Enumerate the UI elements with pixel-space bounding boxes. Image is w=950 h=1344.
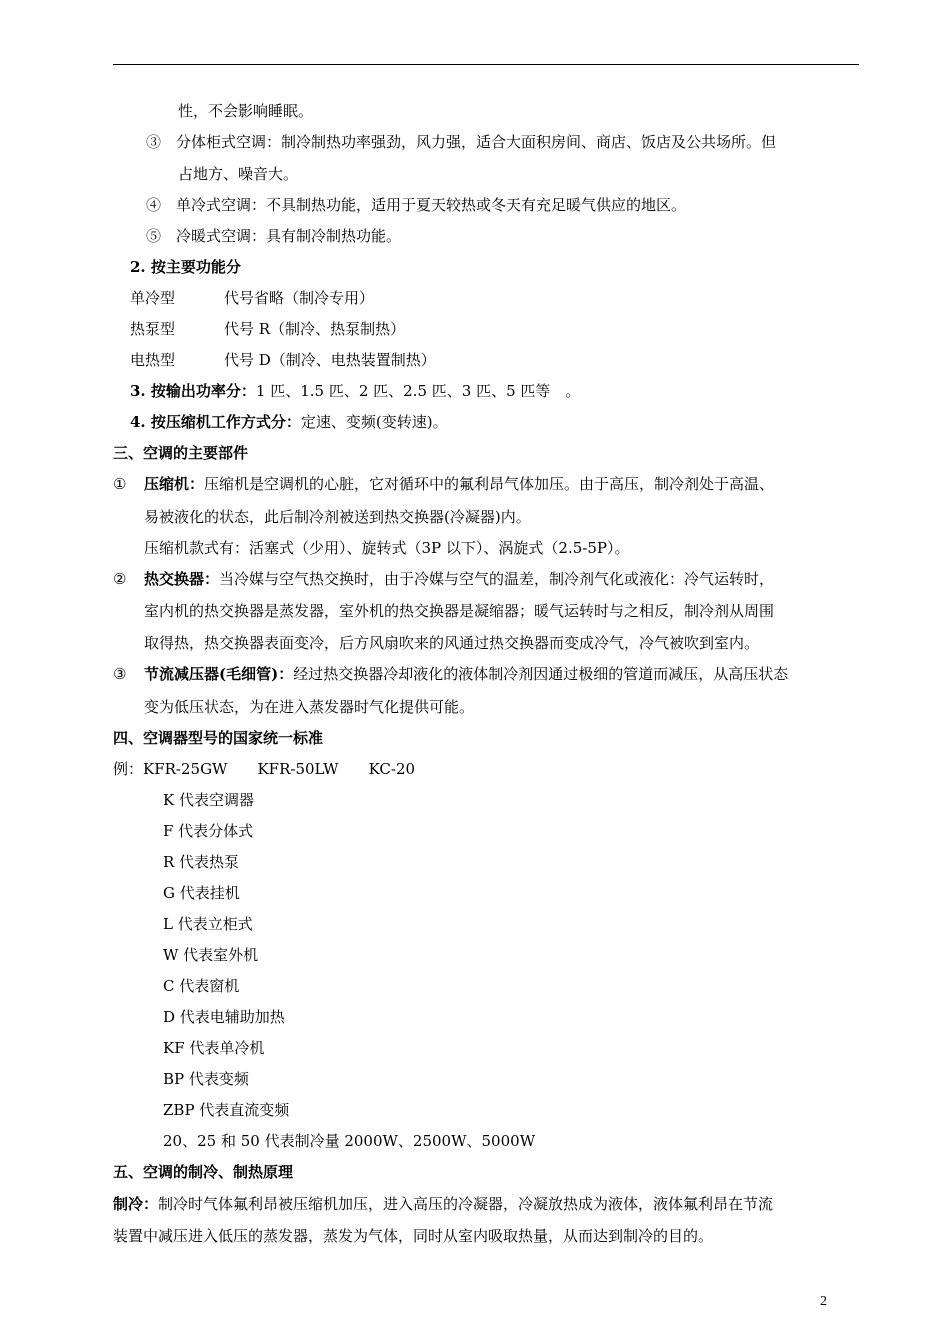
list-number: ③ <box>113 665 127 683</box>
cooling-line <box>113 1194 773 1214</box>
code-meaning: W 代表室外机 <box>163 946 259 964</box>
cooling-title: 制冷： <box>113 1195 159 1213</box>
list-number: ② <box>113 570 127 588</box>
code-meaning: F 代表分体式 <box>163 822 254 840</box>
part-line <box>144 474 774 494</box>
text-line: 室内机的热交换器是蒸发器，室外机的热交换器是凝缩器；暖气运转时与之相反，制冷剂从周围 <box>144 602 775 620</box>
section-heading: 三、空调的主要部件 <box>113 444 249 462</box>
power-line <box>130 381 580 401</box>
part-line <box>144 664 788 684</box>
subheading: 2. 按主要功能分 <box>130 258 241 276</box>
type-code: 代号 R（制冷、热泵制热） <box>224 320 406 338</box>
part-text: 经过热交换器冷却液化的液体制冷剂因通过极细的管道而减压，从高压状态 <box>293 665 789 683</box>
part-line <box>144 569 774 589</box>
header-rule <box>113 64 859 65</box>
code-meaning: 20、25 和 50 代表制冷量 2000W、2500W、5000W <box>163 1132 536 1150</box>
page-number: 2 <box>820 1294 827 1309</box>
code-meaning: L 代表立柜式 <box>163 915 253 933</box>
text-line: 占地方、噪音大。 <box>178 165 299 183</box>
code-meaning: K 代表空调器 <box>163 791 254 809</box>
text-line: 压缩机款式有：活塞式（少用）、旋转式（3P 以下）、涡旋式（2.5-5P）。 <box>144 539 630 557</box>
type-name: 热泵型 <box>130 320 176 338</box>
code-meaning: D 代表电辅助加热 <box>163 1008 285 1026</box>
list-number: ① <box>113 475 127 493</box>
subheading: 3. 按输出功率分： <box>130 382 256 400</box>
type-code: 代号省略（制冷专用） <box>224 289 375 307</box>
list-item: ③ 分体柜式空调：制冷制热功率强劲，风力强，适合大面积房间、商店、饭店及公共场所。但 <box>146 133 777 151</box>
code-meaning: BP 代表变频 <box>163 1070 249 1088</box>
part-text: 当冷媒与空气热交换时，由于冷媒与空气的温差，制冷剂气化或液化：冷气运转时， <box>219 570 775 588</box>
section-heading: 四、空调器型号的国家统一标准 <box>113 729 324 747</box>
type-code: 代号 D（制冷、电热装置制热） <box>224 351 436 369</box>
part-title: 压缩机： <box>144 475 205 493</box>
list-item: ④ 单冷式空调：不具制热功能，适用于夏天较热或冬天有充足暖气供应的地区。 <box>146 196 687 214</box>
text-line: 变为低压状态，为在进入蒸发器时气化提供可能。 <box>144 698 475 716</box>
type-name: 单冷型 <box>130 289 176 307</box>
cooling-text: 制冷时气体氟利昂被压缩机加压，进入高压的冷凝器，冷凝放热成为液体，液体氟利昂在节流 <box>158 1195 774 1213</box>
compressor-mode-line <box>130 412 448 432</box>
compressor-mode-values: 定速、变频(变转速)。 <box>300 413 448 431</box>
part-title: 热交换器： <box>144 570 220 588</box>
code-meaning: C 代表窗机 <box>163 977 240 995</box>
part-title: 节流减压器(毛细管)： <box>144 665 294 683</box>
subheading: 4. 按压缩机工作方式分： <box>130 413 301 431</box>
text-line: 取得热，热交换器表面变冷，后方风扇吹来的风通过热交换器而变成冷气，冷气被吹到室内。 <box>144 634 760 652</box>
code-meaning: R 代表热泵 <box>163 853 240 871</box>
power-values: 1 匹、1.5 匹、2 匹、2.5 匹、3 匹、5 匹等 。 <box>255 382 581 400</box>
code-meaning: KF 代表单冷机 <box>163 1039 265 1057</box>
part-text: 压缩机是空调机的心脏，它对循环中的氟利昂气体加压。由于高压，制冷剂处于高温、 <box>204 475 775 493</box>
section-heading: 五、空调的制冷、制热原理 <box>113 1163 294 1181</box>
text-line: 装置中减压进入低压的蒸发器，蒸发为气体，同时从室内吸取热量，从而达到制冷的目的。 <box>113 1227 714 1245</box>
list-item: ⑤ 冷暖式空调：具有制冷制热功能。 <box>146 227 402 245</box>
text-line: 性，不会影响睡眠。 <box>178 102 314 120</box>
model-example: 例：KFR-25GW KFR-50LW KC-20 <box>113 760 416 778</box>
code-meaning: G 代表挂机 <box>163 884 240 902</box>
type-name: 电热型 <box>130 351 176 369</box>
text-line: 易被液化的状态，此后制冷剂被送到热交换器(冷凝器)内。 <box>144 508 531 526</box>
code-meaning: ZBP 代表直流变频 <box>163 1101 290 1119</box>
